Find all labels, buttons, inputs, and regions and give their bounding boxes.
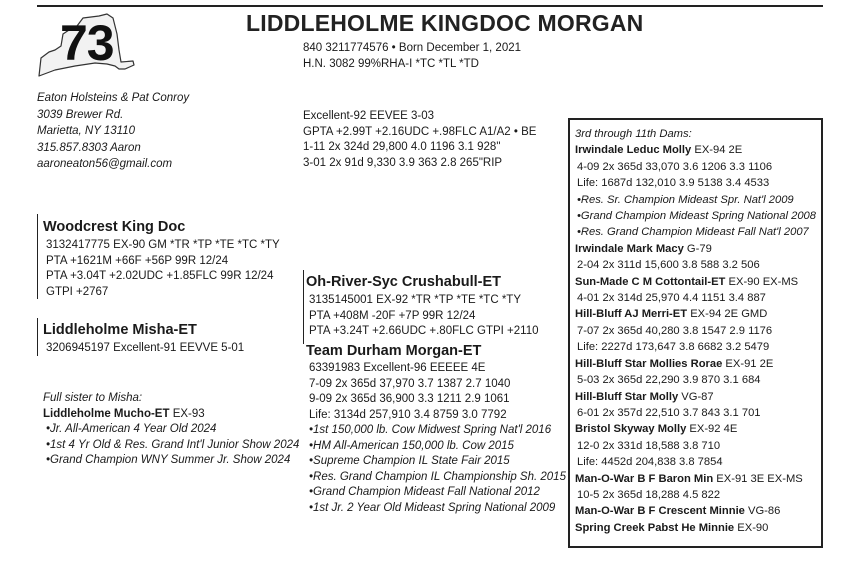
classification-block (303, 109, 536, 171)
dam-entry-heading (575, 241, 816, 257)
maternal-grandsire-details (309, 293, 539, 340)
maternal-grandsire-bracket (303, 270, 304, 344)
dam-entry-name: Man-O-War B F Crescent Minnie (575, 505, 745, 518)
dams-list (575, 126, 816, 536)
granddam-name: Team Durham Morgan-ET (306, 343, 482, 359)
dam-entry-score: EX-90 EX-MS (725, 275, 799, 288)
dam-details: 3206945197 Excellent-91 EEVVE 5-01 (46, 342, 245, 354)
record-line: 1-11 2x 324d 29,800 4.0 1196 3.1 928" (303, 141, 501, 153)
granddam-line: 63391983 Excellent-96 EEEEE 4E (309, 362, 486, 374)
dam-entry-score: VG-87 (678, 390, 714, 403)
record-line: 3-01 2x 91d 9,330 3.9 363 2.8 265"RIP (303, 156, 503, 169)
dam-entry-name: Hill-Bluff Star Molly (575, 390, 679, 403)
dam-entry-record: Life: 4452d 204,838 3.8 7854 (577, 456, 723, 469)
sire-bracket (37, 214, 38, 299)
dam-entry-name: Hill-Bluff Star Mollies Rorae (575, 357, 723, 370)
dam-entry-honor: •Grand Champion Mideast Spring National 2008 (577, 210, 816, 223)
dam-entry-score: EX-90 (734, 521, 769, 534)
owner-name: Eaton Holsteins & Pat Conroy (37, 92, 190, 104)
sire-line: GTPI +2767 (46, 285, 109, 298)
sire-details (46, 238, 280, 300)
sister-honor: •1st 4 Yr Old & Res. Grand Int'l Junior Show 2024 (46, 438, 300, 451)
sister-heading (43, 407, 299, 423)
dam-entry-score: EX-91 2E (722, 357, 774, 370)
dam-entry-record: 7-07 2x 365d 40,280 3.8 1547 2.9 1176 (577, 324, 773, 337)
granddam-honor: •Grand Champion Mideast Fall National 2012 (309, 486, 540, 498)
mgs-line: PTA +3.24T +2.66UDC +.80FLC GTPI +2110 (309, 325, 539, 337)
owner-address-1: 3039 Brewer Rd. (37, 108, 124, 121)
dam-entry-name: Bristol Skyway Molly (575, 423, 687, 436)
dam-entry-name: Man-O-War B F Baron Min (575, 472, 714, 485)
dam-entry-name: Irwindale Mark Macy (575, 242, 684, 255)
dam-entry-heading (575, 306, 816, 322)
mgs-line: 3135145001 EX-92 *TR *TP *TE *TC *TY (309, 294, 522, 306)
dam-entry-heading (575, 356, 816, 372)
dam-entry-score: EX-94 2E (691, 144, 743, 157)
sister-score: EX-93 (169, 407, 205, 420)
dam-entry-honor: •Res. Sr. Champion Mideast Spr. Nat'l 2009 (577, 193, 794, 206)
sire-line: 3132417775 EX-90 GM *TR *TP *TE *TC *TY (46, 239, 280, 251)
sire-line: PTA +1621M +66F +56P 99R 12/24 (46, 254, 229, 267)
granddam-honor: •Res. Grand Champion IL Championship Sh. 2015 (309, 470, 566, 483)
dam-entry-heading (575, 274, 816, 290)
dam-entry-name: Sun-Made C M Cottontail-ET (575, 275, 726, 288)
dam-name: Liddleholme Misha-ET (43, 322, 197, 338)
herd-number-line: H.N. 3082 99%RHA-I *TC *TL *TD (303, 57, 479, 70)
genomic-line: GPTA +2.99T +2.16UDC +.98FLC A1/A2 • BE (303, 125, 537, 138)
granddam-honor: •1st 150,000 lb. Cow Midwest Spring Nat'l 2016 (309, 424, 552, 436)
owner-email: aaroneaton56@gmail.com (37, 158, 173, 170)
sister-honor: •Jr. All-American 4 Year Old 2024 (46, 423, 217, 435)
dam-entry-honor: •Res. Grand Champion Mideast Fall Nat'l 2007 (577, 226, 809, 239)
dam-entry-record: 4-01 2x 314d 25,970 4.4 1151 3.4 887 (577, 292, 766, 305)
dam-entry-record: 12-0 2x 331d 18,588 3.8 710 (577, 439, 721, 452)
dam-entry-heading (575, 421, 816, 437)
sister-honor: •Grand Champion WNY Summer Jr. Show 2024 (46, 454, 291, 466)
dam-entry-record: Life: 2227d 173,647 3.8 6682 3.2 5479 (577, 341, 770, 354)
dams-heading: 3rd through 11th Dams: (575, 128, 692, 140)
granddam-line: 9-09 2x 365d 36,900 3.3 1211 2.9 1061 (309, 393, 510, 405)
granddam-honor: •Supreme Champion IL State Fair 2015 (309, 455, 510, 467)
lot-number: 73 (60, 15, 114, 71)
dam-entry-score: G-79 (683, 242, 712, 255)
animal-title: LIDDLEHOLME KINGDOC MORGAN (246, 10, 644, 36)
granddam-honor: •1st Jr. 2 Year Old Mideast Spring National 2009 (309, 501, 556, 514)
top-rule (37, 5, 823, 7)
dam-entry-score: EX-94 2E GMD (687, 308, 768, 321)
mgs-line: PTA +408M -20F +7P 99R 12/24 (309, 309, 476, 322)
granddam-line: 7-09 2x 365d 37,970 3.7 1387 2.7 1040 (309, 377, 511, 390)
owner-block (37, 90, 189, 173)
dam-entry-heading (575, 389, 816, 405)
maternal-grandsire-name: Oh-River-Syc Crushabull-ET (306, 274, 501, 290)
classification-line: Excellent-92 EEVEE 3-03 (303, 110, 435, 122)
sister-block (43, 391, 299, 469)
dam-entry-record: 6-01 2x 357d 22,510 3.7 843 3.1 701 (577, 406, 761, 419)
sire-line: PTA +3.04T +2.02UDC +1.85FLC 99R 12/24 (46, 270, 274, 282)
dam-entry-score: VG-86 (744, 505, 781, 518)
dam-bracket (37, 318, 38, 356)
dam-entry-score: EX-92 4E (686, 423, 738, 436)
granddam-details (309, 361, 566, 516)
dam-entry-name: Spring Creek Pabst He Minnie (575, 521, 735, 534)
owner-phone: 315.857.8303 Aaron (37, 141, 141, 154)
registration-block (303, 41, 521, 72)
dam-entry-record: 4-09 2x 365d 33,070 3.6 1206 3.3 1106 (577, 160, 773, 173)
granddam-honor: •HM All-American 150,000 lb. Cow 2015 (309, 439, 514, 452)
dam-entry-record: Life: 1687d 132,010 3.9 5138 3.4 4533 (577, 177, 770, 190)
dam-entry-record: 2-04 2x 311d 15,600 3.8 588 3.2 506 (577, 259, 760, 272)
dam-entry-heading (575, 520, 816, 536)
dam-entry-record: 10-5 2x 365d 18,288 4.5 822 (577, 488, 721, 501)
dam-entry-name: Irwindale Leduc Molly (575, 144, 692, 157)
dam-entry-heading (575, 142, 816, 158)
registration-line: 840 3211774576 • Born December 1, 2021 (303, 42, 522, 54)
dam-entry-record: 5-03 2x 365d 22,290 3.9 870 3.1 684 (577, 374, 761, 387)
dam-entry-heading (575, 503, 816, 519)
sister-name: Liddleholme Mucho-ET (43, 407, 170, 420)
owner-address-2: Marietta, NY 13110 (37, 125, 136, 137)
sire-name: Woodcrest King Doc (43, 219, 186, 235)
sister-intro: Full sister to Misha: (43, 392, 143, 404)
granddam-line: Life: 3134d 257,910 3.4 8759 3.0 7792 (309, 408, 507, 421)
dam-entry-score: EX-91 3E EX-MS (713, 472, 803, 485)
dam-entry-heading (575, 471, 816, 487)
dam-entry-name: Hill-Bluff AJ Merri-ET (575, 308, 688, 321)
